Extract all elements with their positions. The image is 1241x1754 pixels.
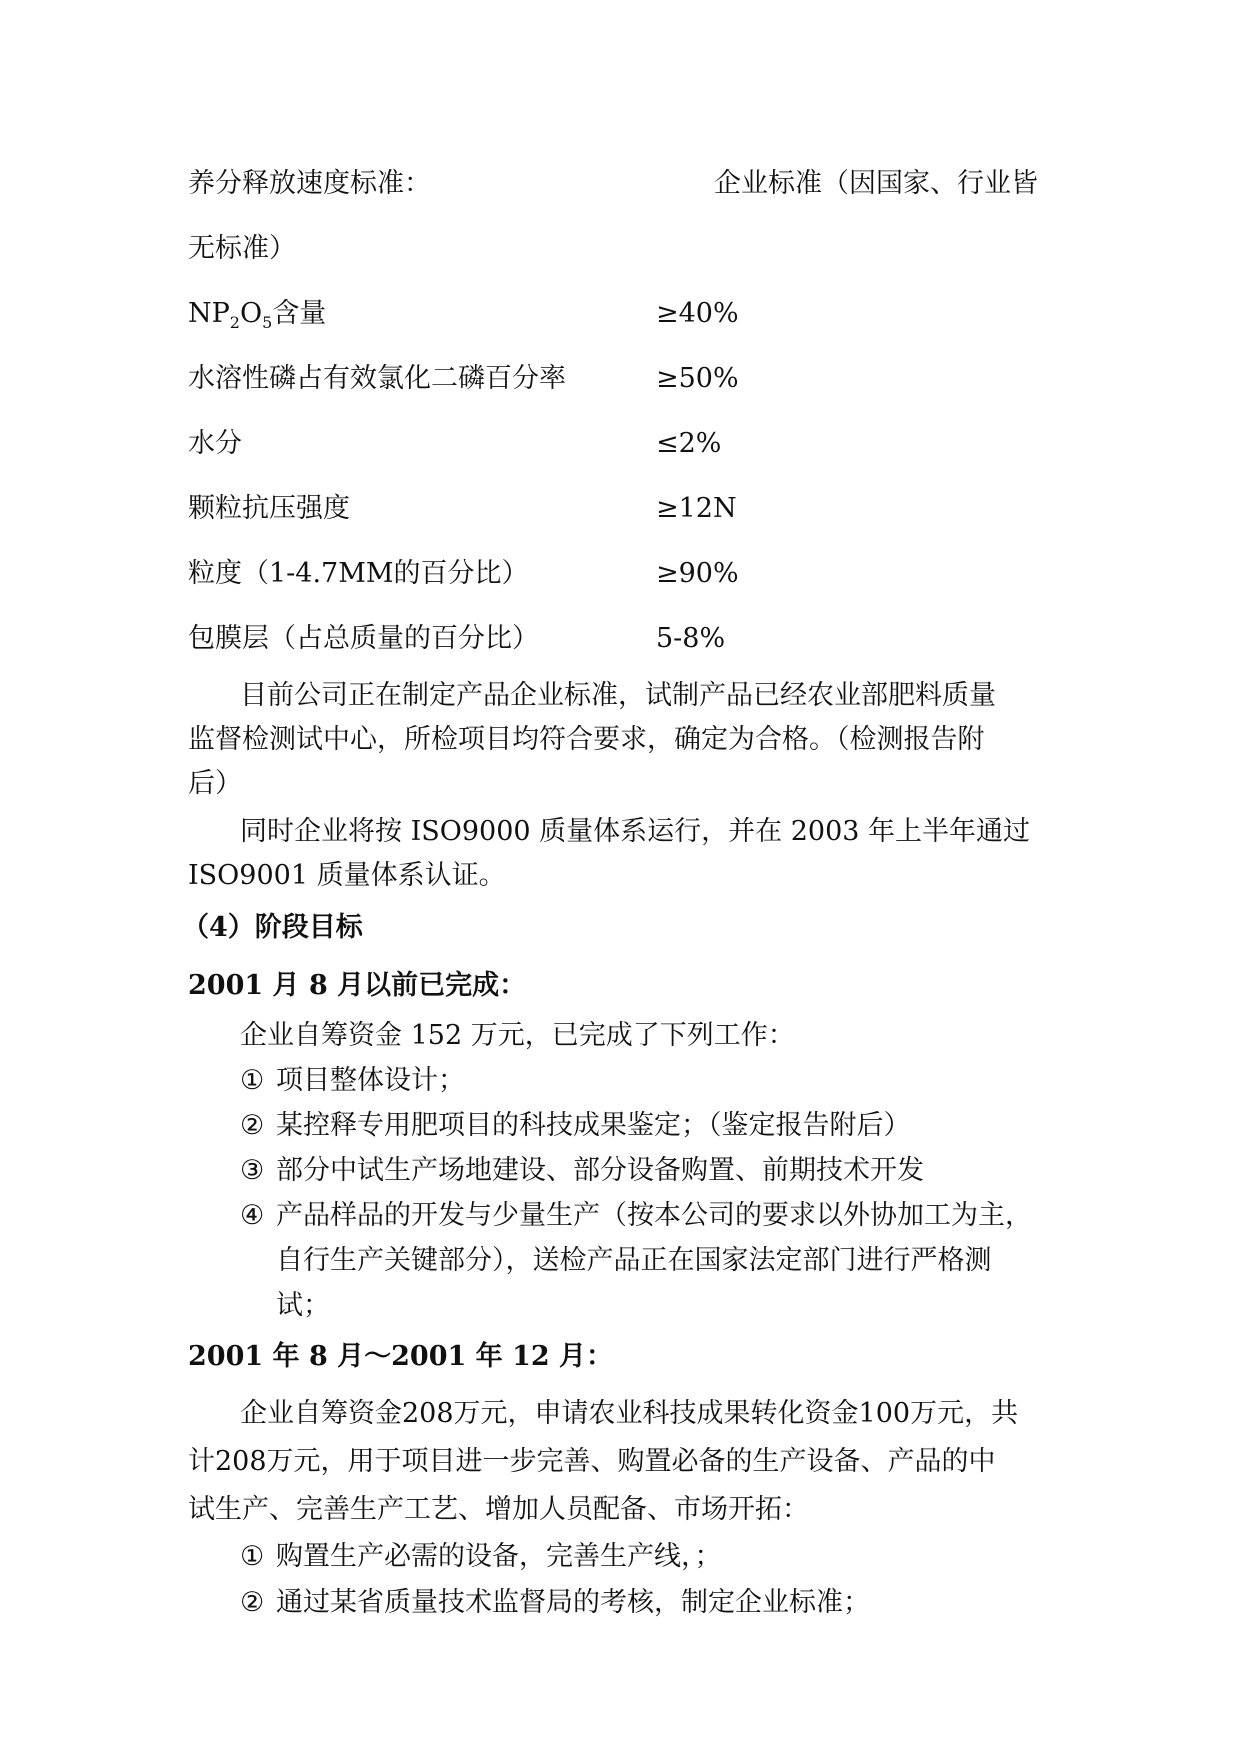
phase-intro: 企业自筹资金 152 万元，已完成了下列工作： (240, 1020, 795, 1051)
list-item: ③ 部分中试生产场地建设、部分设备购置、前期技术开发 (240, 1155, 924, 1186)
spec-value: ≤2% (656, 428, 722, 459)
paragraph-line: 目前公司正在制定产品企业标准，试制产品已经农业部肥料质量 (240, 680, 996, 711)
spec-value: 5-8% (656, 623, 726, 654)
spec-label-np-content: $NP_2O_5$含量 (188, 298, 327, 332)
list-item: ② 某控释专用肥项目的科技成果鉴定；（鉴定报告附后） (240, 1110, 911, 1141)
list-item: ① 购置生产必需的设备，完善生产线，； (240, 1541, 722, 1572)
release-standard-value-cont: 无标准） (188, 233, 296, 264)
release-standard-value: 企业标准（因国家、行业皆 (714, 168, 1038, 199)
paragraph-line: 监督检测试中心，所检项目均符合要求，确定为合格。（检测报告附 (188, 724, 985, 755)
paragraph-line: ISO9001 质量体系认证。 (188, 860, 506, 891)
spec-value: ≥90% (656, 558, 739, 589)
list-item-continuation: 试； (276, 1290, 330, 1321)
spec-label: 水溶性磷占有效氯化二磷百分率 (188, 363, 566, 394)
section-title: （4）阶段目标 (182, 912, 363, 943)
paragraph-line: 计208万元，用于项目进一步完善、购置必备的生产设备、产品的中 (188, 1446, 996, 1477)
spec-label: 水分 (188, 428, 242, 459)
list-item: ② 通过某省质量技术监督局的考核，制定企业标准； (240, 1587, 870, 1618)
phase-heading: 2001 年 8 月～2001 年 12 月： (188, 1341, 614, 1372)
spec-value-np-content: ≥40% (656, 298, 739, 329)
list-item: ① 项目整体设计； (240, 1065, 465, 1096)
paragraph-line: 试生产、完善生产工艺、增加人员配备、市场开拓： (188, 1494, 809, 1525)
phase-heading: 2001 月 8 月以前已完成： (188, 970, 527, 1001)
paragraph-line: 企业自筹资金208万元，申请农业科技成果转化资金100万元，共 (240, 1398, 1019, 1429)
paragraph-line: 同时企业将按 ISO9000 质量体系运行，并在 2003 年上半年通过 (240, 816, 1031, 847)
spec-label: 粒度（1-4.7MM的百分比） (188, 558, 529, 589)
spec-label: 包膜层（占总质量的百分比） (188, 623, 539, 654)
list-item-continuation: 自行生产关键部分），送检产品正在国家法定部门进行严格测 (276, 1245, 992, 1276)
release-standard-label: 养分释放速度标准： (188, 168, 431, 199)
spec-value: ≥50% (656, 363, 739, 394)
paragraph-line: 后） (188, 768, 242, 799)
list-item: ④ 产品样品的开发与少量生产（按本公司的要求以外协加工为主， (240, 1200, 1032, 1231)
spec-label: 颗粒抗压强度 (188, 493, 350, 524)
spec-value: ≥12N (656, 493, 737, 524)
